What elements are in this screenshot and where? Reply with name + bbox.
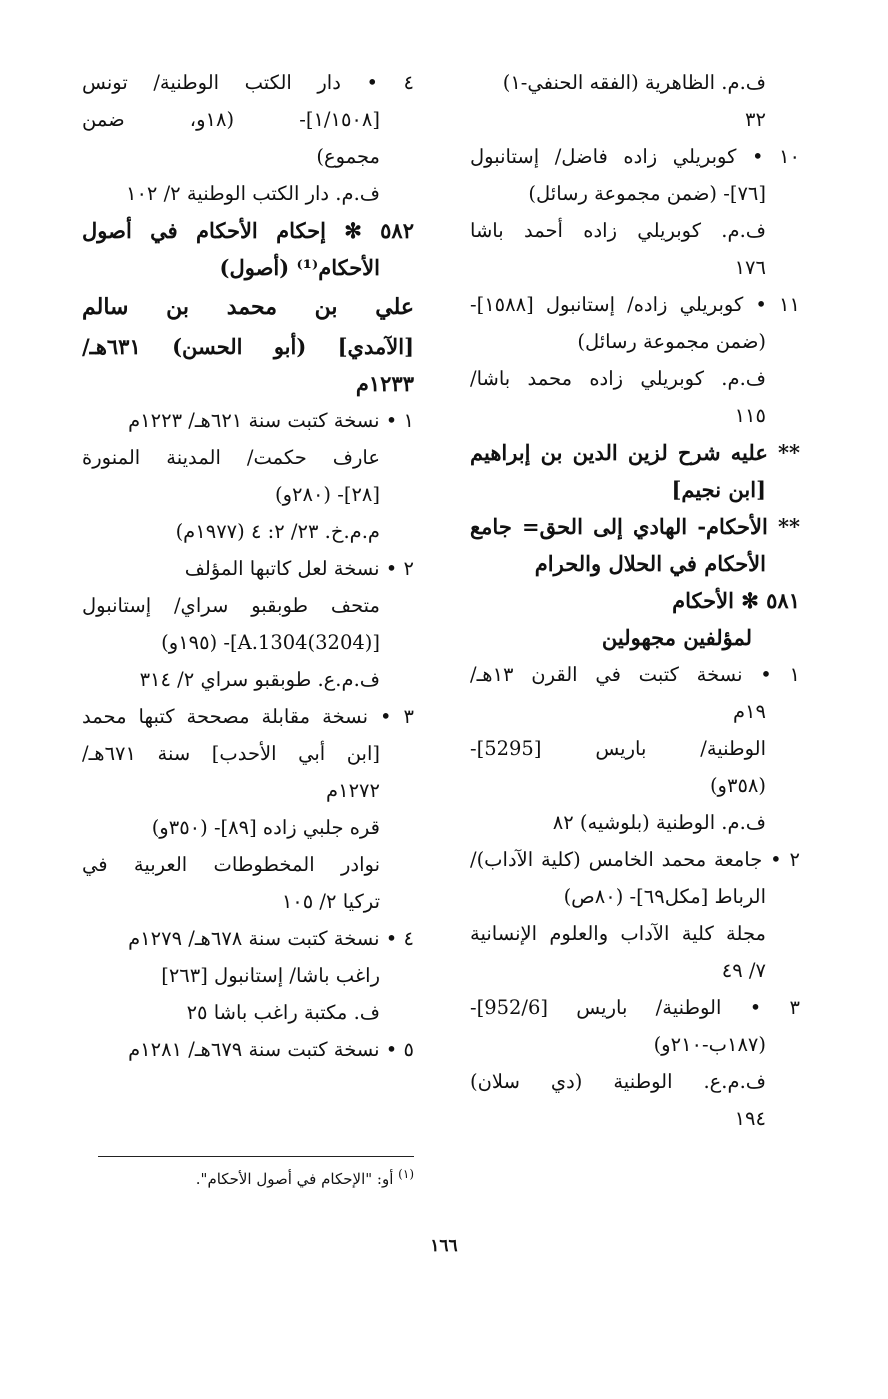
right-column-line: [٧٦]- (ضمن مجموعة رسائل) [528,182,766,205]
left-column-line: ٣ • نسخة مقابلة مصححة كتبها محمد [82,705,414,728]
left-column-line: تركيا ٢/ ١٠٥ [281,890,380,913]
left-column-line: ١٢٣٣م [355,371,414,396]
left-column-line: ١٢٧٢م [326,779,380,802]
left-column-line: [١/١٥٠٨]- (١٨و، ضمن [82,108,380,131]
left-column-line: ٥٨٢ ✻ إحكام الأحكام في أصول [82,218,414,243]
right-column-line: ف.م. الوطنية (بلوشيه) ٨٢ [552,811,766,834]
footnote-marker: (١) [398,1167,414,1181]
footnote [98,1162,414,1191]
footnote-divider [98,1156,414,1157]
right-column-line: ف.م. الظاهرية (الفقه الحنفي-١) [502,71,766,94]
left-column-line: علي بن محمد بن سالم [82,294,414,320]
right-column-line: ١٩م [732,700,766,723]
left-column-line: راغب باشا/ إستانبول [٢٦٣] [161,964,380,987]
right-column-line: ١١ • كوبريلي زاده/ إستانبول [١٥٨٨]- [470,293,800,316]
right-column-line: ف.م.ع. الوطنية (دي سلان) [470,1070,766,1093]
right-column-line: [ابن نجيم] [671,477,766,502]
left-column-line: [ابن أبي الأحدب] سنة ٦٧١هـ/ [82,742,380,765]
right-column-line: الرباط [مكل٦٩]- (٨٠ص) [563,885,766,908]
left-column-line: ١ • نسخة كتبت سنة ٦٢١هـ/ ١٢٢٣م [128,409,414,432]
left-column-line: ٢ • نسخة لعل كاتبها المؤلف [184,557,414,580]
left-column-line: ف.م.ع. طوبقبو سراي ٢/ ٣١٤ [139,668,380,691]
right-column-line: ٥٨١ ✻ الأحكام [672,588,800,613]
footnote-text: أو: "الإحكام في أصول الأحكام". [195,1170,394,1188]
left-column-line: ٥ • نسخة كتبت سنة ٦٧٩هـ/ ١٢٨١م [128,1038,414,1061]
right-column-line: ٣ • الوطنية/ باريس [952/6]- [470,996,800,1019]
right-column-line: ١٧٦ [734,256,766,279]
right-column-line: ** الأحكام- الهادي إلى الحق= جامع [470,514,800,539]
right-column-line: الوطنية/ باريس [5295]- [470,737,766,760]
left-column-line: ٤ • دار الكتب الوطنية/ تونس [82,71,414,94]
right-column-line: (ضمن مجموعة رسائل) [577,330,766,353]
left-column-line: الأحكام⁽¹⁾ (أصول) [219,255,380,280]
left-column-line: ٤ • نسخة كتبت سنة ٦٧٨هـ/ ١٢٧٩م [128,927,414,950]
right-column-line: ١٠ • كوبريلي زاده فاضل/ إستانبول [470,145,800,168]
right-column-line: ١ • نسخة كتبت في القرن ١٣هـ/ [470,663,800,686]
left-column-line: قره جلبي زاده [٨٩]- (٣٥٠و) [151,816,380,839]
right-column [470,64,800,1137]
right-column-line: الأحكام في الحلال والحرام [534,551,766,576]
right-column-line: مجلة كلية الآداب والعلوم الإنسانية [470,922,766,945]
left-column [82,64,414,1068]
right-column-line: ** عليه شرح لزين الدين بن إبراهيم [470,440,800,465]
right-column-line: (١٨٧ب-٢١٠و) [653,1033,766,1056]
page-number: ١٦٦ [430,1236,458,1256]
left-column-line: [٢٨]- (٢٨٠و) [274,483,380,506]
left-column-line: [الآمدي] (أبو الحسن) ٦٣١هـ/ [82,334,414,359]
left-column-line: ف. مكتبة راغب باشا ٢٥ [186,1001,380,1024]
left-column-line: ف.م. دار الكتب الوطنية ٢/ ١٠٢ [125,182,380,205]
right-column-line: ف.م. كوبريلي زاده أحمد باشا [470,219,766,242]
right-column-line: (٣٥٨و) [709,774,766,797]
left-column-line: متحف طوبقبو سراي/ إستانبول [82,594,380,617]
right-column-line: ٣٢ [745,108,766,131]
right-column-line: ف.م. كوبريلي زاده محمد باشا/ [470,367,766,390]
right-column-line: لمؤلفين مجهولين [601,625,752,650]
right-column-line: ١١٥ [734,404,766,427]
right-column-line: ١٩٤ [734,1107,766,1130]
left-column-line: نوادر المخطوطات العربية في [82,853,380,876]
left-column-line: م.م.خ. ٢٣/ ٢: ٤ (١٩٧٧م) [175,520,380,543]
right-column-line: ٢ • جامعة محمد الخامس (كلية الآداب)/ [470,848,800,871]
right-column-line: ٧/ ٤٩ [721,959,766,982]
left-column-line: مجموع) [316,145,380,168]
left-column-line: عارف حكمت/ المدينة المنورة [82,446,380,469]
left-column-line: [A.1304(3204)]- (١٩٥و) [161,631,380,654]
